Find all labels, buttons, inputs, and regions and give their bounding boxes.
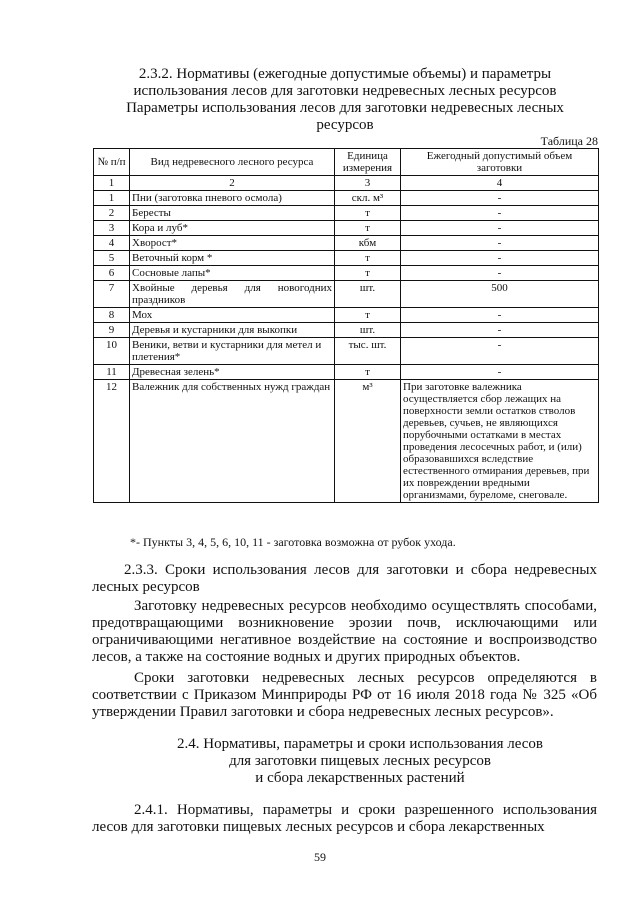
index-cell: 1 (94, 176, 130, 191)
table-row (94, 281, 599, 308)
row-num: 6 (94, 266, 130, 281)
table-caption: Таблица 28 (540, 134, 598, 148)
table-row (94, 323, 599, 338)
section-24-heading-line1: 2.4. Нормативы, параметры и сроки использования лесов (177, 736, 543, 752)
section-24-heading-line2: для заготовки пищевых лесных ресурсов (229, 753, 491, 769)
section-233-heading: 2.3.3. Сроки использования лесов для заготовки и сбора недревесных лесных ресурсов (92, 562, 597, 595)
table-row (94, 251, 599, 266)
table-row (94, 236, 599, 251)
row-volume: - (401, 221, 599, 236)
section-232-heading (90, 66, 600, 134)
row-num: 2 (94, 206, 130, 221)
row-name: Хворост* (130, 236, 335, 251)
row-volume: - (401, 191, 599, 206)
row-unit: м³ (335, 380, 401, 503)
row-name: Сосновые лапы* (130, 266, 335, 281)
table-row (94, 206, 599, 221)
section-241-paragraph: 2.4.1. Нормативы, параметры и сроки разрешенного использования лесов для заготовки пищевых лесных ресурсов и сбора лекарственных (92, 802, 597, 835)
row-unit: шт. (335, 281, 401, 308)
row-name: Веники, ветви и кустарники для метел и плетения* (130, 338, 335, 365)
row-unit: т (335, 308, 401, 323)
section-233-paragraph-2: Сроки заготовки недревесных лесных ресурсов определяются в соответствии с Приказом Минприроды РФ от 16 июля 2018 года № 325 «Об утверждении Правил заготовки и сбора недревесных лесных ресурсов». (92, 670, 597, 720)
row-num: 7 (94, 281, 130, 308)
table-row (94, 380, 599, 503)
row-name: Мох (130, 308, 335, 323)
row-num: 10 (94, 338, 130, 365)
row-unit: т (335, 206, 401, 221)
row-num: 5 (94, 251, 130, 266)
section-24-heading-line3: и сбора лекарственных растений (255, 770, 465, 786)
row-name: Бересты (130, 206, 335, 221)
row-num: 9 (94, 323, 130, 338)
row-num: 4 (94, 236, 130, 251)
table-row (94, 338, 599, 365)
table-row (94, 365, 599, 380)
row-num: 11 (94, 365, 130, 380)
row-name: Древесная зелень* (130, 365, 335, 380)
row-volume: - (401, 236, 599, 251)
index-cell: 4 (401, 176, 599, 191)
row-name: Пни (заготовка пневого осмола) (130, 191, 335, 206)
section-232-heading-line2: использования лесов для заготовки недревесных лесных ресурсов (133, 83, 557, 99)
section-232-subtitle-line2: ресурсов (316, 117, 374, 133)
section-232-subtitle-line1: Параметры использования лесов для заготовки недревесных лесных (126, 100, 564, 116)
table-row (94, 266, 599, 281)
row-name: Хвойные деревья для новогодних праздников (130, 281, 335, 308)
row-volume: - (401, 308, 599, 323)
section-24-heading (130, 736, 590, 787)
row-unit: т (335, 251, 401, 266)
row-unit: т (335, 365, 401, 380)
row-num: 8 (94, 308, 130, 323)
row-num: 3 (94, 221, 130, 236)
row-unit: кбм (335, 236, 401, 251)
index-cell: 2 (130, 176, 335, 191)
row-volume: - (401, 251, 599, 266)
row-volume: - (401, 206, 599, 221)
table-header-row (94, 149, 599, 176)
index-cell: 3 (335, 176, 401, 191)
section-233-paragraph-1: Заготовку недревесных ресурсов необходимо осуществлять способами, предотвращающими возникновение эрозии почв, исключающими или ограничивающими негативное воздействие на состояние и воспроизводство лесов, а также на состояние водных и других природных объектов. (92, 598, 597, 665)
header-resource: Вид недревесного лесного ресурса (130, 149, 335, 176)
row-name: Деревья и кустарники для выкопки (130, 323, 335, 338)
row-volume: При заготовке валежника осуществляется сбор лежащих на поверхности земли остатков стволов деревьев, сучьев, не являющихся порубочными остатками в местах проведения лесосечных работ, и (или) образовавшихся вследствие естественного отмирания деревьев, при их повреждении вредными организмами, буреломе, снеговале. (401, 380, 599, 503)
row-unit: скл. м³ (335, 191, 401, 206)
section-232-heading-line1: 2.3.2. Нормативы (ежегодные допустимые объемы) и параметры (138, 66, 552, 82)
row-volume: - (401, 266, 599, 281)
table-row (94, 221, 599, 236)
header-volume: Ежегодный допустимый объем заготовки (401, 149, 599, 176)
row-num: 12 (94, 380, 130, 503)
row-name: Кора и луб* (130, 221, 335, 236)
row-name: Валежник для собственных нужд граждан (130, 380, 335, 503)
table-index-row (94, 176, 599, 191)
row-volume: 500 (401, 281, 599, 308)
row-unit: тыс. шт. (335, 338, 401, 365)
row-volume: - (401, 365, 599, 380)
row-volume: - (401, 323, 599, 338)
resources-table (93, 148, 599, 503)
row-num: 1 (94, 191, 130, 206)
header-unit: Единица измерения (335, 149, 401, 176)
table-row (94, 308, 599, 323)
row-unit: т (335, 221, 401, 236)
row-unit: шт. (335, 323, 401, 338)
header-num: № п/п (94, 149, 130, 176)
row-name: Веточный корм * (130, 251, 335, 266)
table-footnote: *- Пункты 3, 4, 5, 6, 10, 11 - заготовка возможна от рубок ухода. (130, 535, 456, 549)
row-volume: - (401, 338, 599, 365)
page-number: 59 (314, 850, 326, 864)
table-row (94, 191, 599, 206)
row-unit: т (335, 266, 401, 281)
